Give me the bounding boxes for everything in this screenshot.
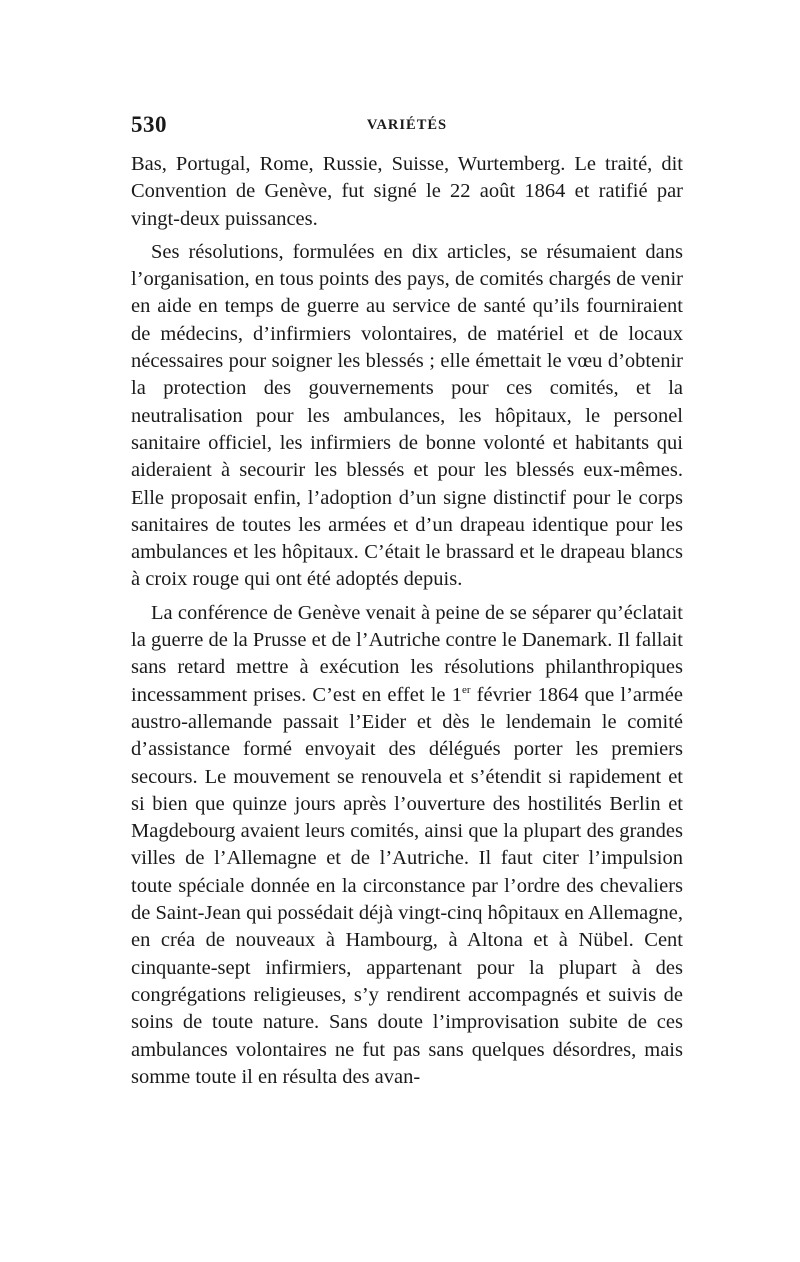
paragraph-text-part: février 1864 que l’armée austro-allemande passait l’Eider et dès le lendemain le comité d’assistance formé envoyait des délégués porter les premiers secours. Le mouvement se renouvela et s’étendit si rapidement et si bien que quinze jours après l’ouverture des hostilités Berlin et Magdebourg avaient leurs comités, ainsi que la plupart des grandes villes de l’Allemagne et de l’Autriche. Il faut citer l’impulsion toute spéciale donnée en la circonstance par l’ordre des chevaliers de Saint-Jean qui possédait déjà vingt-cinq hôpitaux en Allemagne, en créa de nouveaux à Hambourg, à Altona et à Nübel. Cent cinquante-sept infirmiers, appartenant pour la plupart à des congrégations religieuses, s’y rendirent accompagnés et suivis de soins de toute nature. Sans doute l’improvisation subite de ces ambulances volontaires ne fut pas sans quelques désordres, mais somme toute il en résulta des avan- xyxy=(131,683,683,1088)
paragraph-continuation: Bas, Portugal, Rome, Russie, Suisse, Wurtemberg. Le traité, dit Convention de Genève, fut signé le 22 août 1864 et ratifié par vingt-deux puissances. xyxy=(131,153,683,230)
running-head: VARIÉTÉS xyxy=(366,117,448,133)
page-header xyxy=(131,112,683,142)
body-text xyxy=(131,151,683,1097)
page-number: 530 xyxy=(131,112,167,137)
superscript-ordinal: er xyxy=(461,683,471,696)
paragraph-resolutions: Ses résolutions, formulées en dix articles, se résumaient dans l’organisation, en tous points des pays, de comités chargés de venir en aide en temps de guerre au service de santé qu’ils fourniraient de médecins, d’infirmiers volontaires, de matériel et de locaux nécessaires pour soigner les blessés ; elle émettait le vœu d’obtenir la protection des gouvernements pour ces comités, et la neutralisation pour les ambulances, les hôpitaux, le personel sanitaire officiel, les infirmiers de bonne volonté et habitants qui aideraient à secourir les blessés et pour les blessés eux-mêmes. Elle proposait enfin, l’adoption d’un signe distinctif pour le corps sanitaires de toutes les armées et d’un drapeau identique pour les ambulances et les hôpitaux. C’était le brassard et le drapeau blancs à croix rouge qui ont été adoptés depuis. xyxy=(131,240,683,591)
paragraph-conference xyxy=(131,600,683,1091)
paragraph-text-part: La conférence de Genève venait à peine de se séparer qu’éclatait la guerre de la Prusse et de l’Autriche contre le Danemark. Il fallait sans retard mettre à exécution les résolutions philanthropiques incessamment prises. C’est en effet le 1 xyxy=(131,601,683,706)
